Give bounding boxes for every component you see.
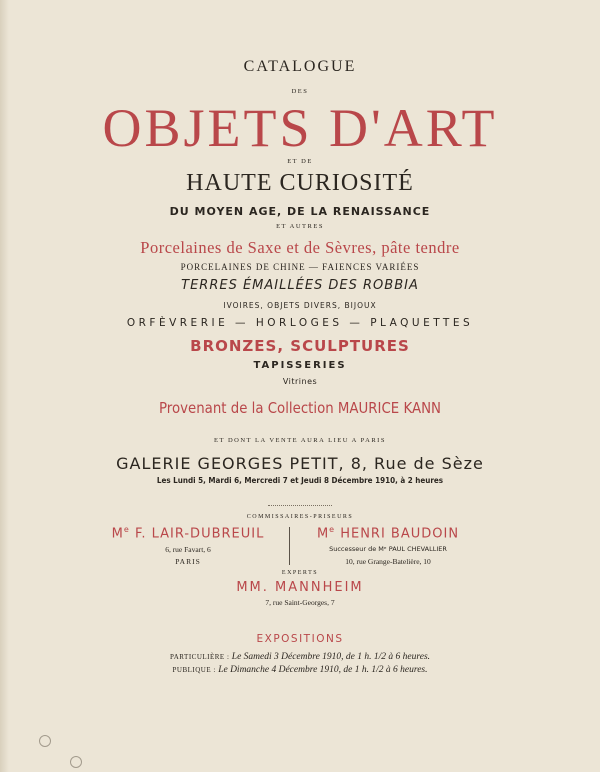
commissaire-right-address: 10, rue Grange-Batelière, 10: [345, 557, 431, 567]
porcelaines-saxe-line: Porcelaines de Saxe et de Sèvres, pâte tendre: [140, 238, 460, 257]
venue-line: GALERIE GEORGES PETIT, 8, Rue de Sèze: [116, 454, 484, 473]
exposition-publique: [0, 665, 600, 675]
commissaire-left-prefix-sup: e: [123, 525, 130, 534]
commissaire-right-successor: Successeur de Mᵉ PAUL CHEVALLIER: [329, 545, 447, 554]
particuliere-text: Le Samedi 3 Décembre 1910, de 1 h. 1/2 à 6 heures.: [231, 652, 431, 662]
commissaire-left-name: [90, 525, 286, 541]
commissaire-left-city: PARIS: [175, 557, 201, 567]
experts-address: 7, rue Saint-Georges, 7: [265, 598, 335, 607]
commissaire-right-prefix: M: [316, 526, 330, 542]
binding-hole-bottom: [70, 756, 82, 768]
experts-name: MM. MANNHEIM: [236, 580, 364, 595]
commissaire-right: [296, 525, 480, 566]
publique-label: PUBLIQUE :: [172, 666, 216, 674]
commissaires-vertical-divider: [289, 527, 290, 565]
vitrines-line: Vitrines: [282, 377, 318, 386]
commissaire-left: [90, 525, 286, 566]
commissaire-right-name: [296, 525, 480, 541]
catalogue-heading: CATALOGUE: [243, 58, 357, 75]
ivoires-line: IVOIRES, OBJETS DIVERS, BIJOUX: [223, 301, 377, 310]
commissaires-heading: COMMISSAIRES-PRISEURS: [246, 514, 354, 520]
commissaire-right-prefix-sup: e: [329, 525, 336, 534]
sale-dates-line: Les Lundi 5, Mardi 6, Mercredi 7 et Jeudi 8 Décembre 1910, à 2 heures: [156, 476, 444, 485]
commissaire-right-name-text: HENRI BAUDOIN: [340, 526, 460, 542]
orfevrerie-line: ORFÈVRERIE — HORLOGES — PLAQUETTES: [126, 317, 474, 329]
publique-text: Le Dimanche 4 Décembre 1910, de 1 h. 1/2 à 6 heures.: [218, 665, 428, 675]
porcelaines-chine-line: PORCELAINES DE CHINE — FAIENCES VARIÉES: [180, 262, 420, 272]
vente-intro-line: ET DONT LA VENTE AURA LIEU A PARIS: [214, 437, 386, 444]
exposition-particuliere: [0, 652, 600, 662]
commissaire-left-prefix: M: [111, 526, 124, 542]
moyen-age-line: DU MOYEN AGE, DE LA RENAISSANCE: [169, 205, 431, 218]
bronzes-line: BRONZES, SCULPTURES: [190, 337, 410, 355]
objets-dart-title: OBJETS D'ART: [102, 98, 498, 158]
terres-emaillees-line: TERRES ÉMAILLÉES DES ROBBIA: [181, 278, 419, 293]
divider: [268, 505, 332, 506]
commissaire-left-address: 6, rue Favart, 6: [165, 545, 211, 555]
binding-hole-left: [39, 735, 51, 747]
experts-heading: EXPERTS: [281, 570, 319, 576]
expositions-heading: EXPOSITIONS: [256, 633, 344, 645]
haute-curiosite-title: HAUTE CURIOSITÉ: [186, 170, 414, 196]
des-label: DES: [291, 88, 309, 95]
et-de-label: ET DE: [287, 158, 313, 165]
particuliere-label: PARTICULIÈRE :: [169, 653, 230, 661]
et-autres-label: ET AUTRES: [276, 223, 324, 230]
provenance-line: Provenant de la Collection MAURICE KANN: [158, 399, 442, 417]
commissaire-left-name-text: F. LAIR-DUBREUIL: [134, 526, 265, 542]
tapisseries-line: TAPISSERIES: [253, 360, 347, 371]
